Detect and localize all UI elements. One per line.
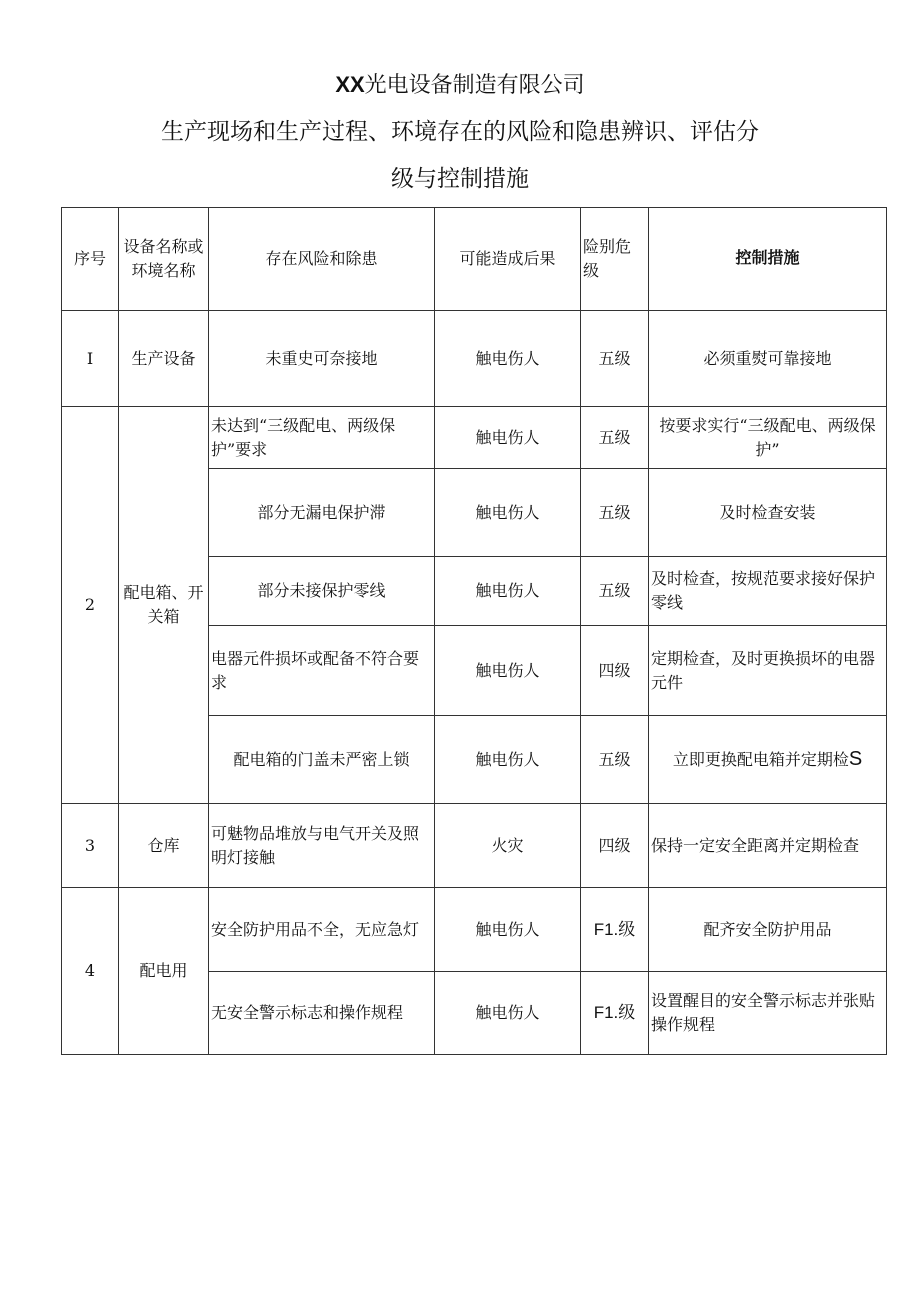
cell-measure: 及时检查，按规范要求接好保护零线 [649, 557, 887, 626]
cell-equipment: 配电箱、开关箱 [119, 407, 209, 804]
risk-table [61, 207, 887, 1055]
cell-measure: 必须重熨可靠接地 [649, 311, 887, 407]
cell-consequence: 触电伤人 [435, 716, 581, 804]
document-title-line-1: 生产现场和生产过程、环境存在的风险和隐患辨识、评估分 [161, 119, 759, 145]
cell-level: 五级 [581, 469, 649, 557]
cell-consequence: 触电伤人 [435, 311, 581, 407]
company-title [0, 70, 920, 101]
cell-consequence: 触电伤人 [435, 557, 581, 626]
table-row [62, 888, 887, 972]
cell-measure: 配齐安全防护用品 [649, 888, 887, 972]
table-row [62, 804, 887, 888]
cell-risk: 未达到“三级配电、两级保护”要求 [209, 407, 435, 469]
cell-risk: 未重史可奈接地 [209, 311, 435, 407]
cell-level: 四级 [581, 626, 649, 716]
cell-risk: 可魅物品堆放与电气开关及照明灯接触 [209, 804, 435, 888]
cell-no: 2 [62, 407, 119, 804]
cell-risk: 电器元件损坏或配备不符合要求 [209, 626, 435, 716]
company-name: 光电设备制造有限公司 [364, 73, 585, 98]
cell-risk: 部分无漏电保护滞 [209, 469, 435, 557]
table-header-row [62, 208, 887, 311]
cell-consequence: 火灾 [435, 804, 581, 888]
cell-consequence: 触电伤人 [435, 469, 581, 557]
cell-risk: 配电箱的门盖未严密上锁 [209, 716, 435, 804]
header-risk: 存在风险和除患 [209, 208, 435, 311]
cell-consequence: 触电伤人 [435, 972, 581, 1055]
cell-equipment: 仓库 [119, 804, 209, 888]
cell-measure: 及时检查安装 [649, 469, 887, 557]
document-title-line-2: 级与控制措施 [391, 166, 529, 192]
cell-measure: 按要求实行“三级配电、两级保护” [649, 407, 887, 469]
cell-equipment: 配电用 [119, 888, 209, 1055]
cell-consequence: 触电伤人 [435, 888, 581, 972]
cell-level: 五级 [581, 557, 649, 626]
company-prefix: XX [335, 72, 365, 97]
cell-consequence: 触电伤人 [435, 407, 581, 469]
header-no: 序号 [62, 208, 119, 311]
cell-measure [649, 716, 887, 804]
cell-no: 3 [62, 804, 119, 888]
header-measure: 控制措施 [649, 208, 887, 311]
cell-equipment: 生产设备 [119, 311, 209, 407]
cell-level: 五级 [581, 311, 649, 407]
cell-measure-suffix: S [848, 748, 863, 770]
cell-risk: 部分未接保护零线 [209, 557, 435, 626]
cell-no: 4 [62, 888, 119, 1055]
cell-measure-text: 立即更换配电箱并定期检 [672, 750, 849, 769]
table-row [62, 407, 887, 469]
cell-risk: 安全防护用品不全，无应急灯 [209, 888, 435, 972]
cell-level: 五级 [581, 407, 649, 469]
header-level: 险别危级 [581, 208, 649, 311]
header-consequence: 可能造成后果 [435, 208, 581, 311]
cell-measure: 保持一定安全距离并定期检查 [649, 804, 887, 888]
header-equipment: 设备名称或环境名称 [119, 208, 209, 311]
cell-measure: 定期检查，及时更换损坏的电器元件 [649, 626, 887, 716]
cell-level: 四级 [581, 804, 649, 888]
cell-risk: 无安全警示标志和操作规程 [209, 972, 435, 1055]
cell-consequence: 触电伤人 [435, 626, 581, 716]
cell-level: F1.级 [581, 972, 649, 1055]
table-row [62, 311, 887, 407]
cell-level: 五级 [581, 716, 649, 804]
cell-measure: 设置醒目的安全警示标志并张贴操作规程 [649, 972, 887, 1055]
cell-no: I [62, 311, 119, 407]
cell-level: F1.级 [581, 888, 649, 972]
